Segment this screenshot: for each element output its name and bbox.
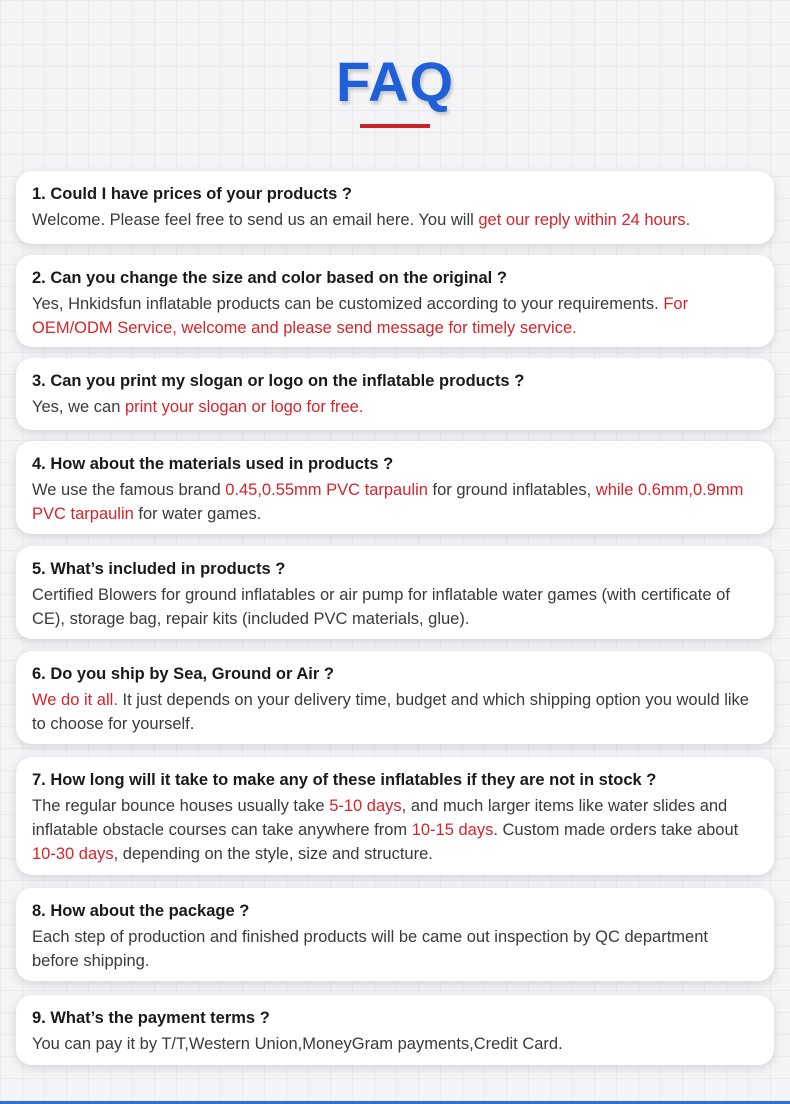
faq-card-1 — [16, 171, 774, 244]
faq-card-7 — [16, 757, 774, 875]
faq-card-9 — [16, 995, 774, 1065]
highlight-text: We do it all. — [32, 691, 118, 709]
highlight-text: 10-30 days — [32, 845, 114, 863]
answer-text: Certified Blowers for ground inflatables or air pump for inflatable water games (with certificate of CE), storage bag, repair kits (included PVC materials, glue). — [32, 586, 730, 628]
highlight-text: 0.45,0.55mm PVC tarpaulin — [225, 481, 428, 499]
answer-text: . Custom made orders take about — [493, 821, 739, 839]
faq-question: 6. Do you ship by Sea, Ground or Air ? — [32, 665, 334, 683]
faq-answer — [32, 794, 758, 866]
answer-text: We use the famous brand — [32, 481, 226, 499]
faq-question: 7. How long will it take to make any of these inflatables if they are not in stock ? — [32, 771, 657, 789]
title-underline — [360, 124, 430, 128]
answer-text: , depending on the style, size and structure. — [113, 845, 433, 863]
highlight-text: get our reply within 24 hours. — [478, 211, 691, 229]
faq-card-4 — [16, 441, 774, 534]
answer-text: Yes, we can — [32, 398, 125, 416]
faq-answer — [32, 292, 758, 340]
page-title: FAQ — [335, 50, 455, 113]
faq-question: 2. Can you change the size and color based on the original ? — [32, 269, 507, 287]
faq-answer — [32, 208, 758, 232]
faq-answer — [32, 688, 758, 736]
faq-question: 3. Can you print my slogan or logo on the inflatable products ? — [32, 372, 525, 390]
faq-answer — [32, 583, 758, 631]
highlight-text: print your slogan or logo for free. — [124, 398, 364, 416]
answer-text: , and much larger items like water slides and inflatable obstacle courses can take anywhere from — [32, 797, 728, 839]
faq-card-6 — [16, 651, 774, 744]
faq-card-2 — [16, 255, 774, 347]
answer-text: The regular bounce houses usually take — [32, 797, 330, 815]
faq-question: 8. How about the package ? — [32, 902, 250, 920]
answer-text: It just depends on your delivery time, budget and which shipping option you would like to choose for yourself. — [32, 691, 749, 733]
answer-text: for water games. — [133, 505, 262, 523]
highlight-text: For OEM/ODM Service, welcome and please send message for timely service. — [32, 295, 689, 337]
answer-text: Each step of production and finished products will be came out inspection by QC department before shipping. — [32, 928, 708, 970]
answer-text: You can pay it by T/T,Western Union,MoneyGram payments,Credit Card. — [32, 1035, 563, 1053]
faq-answer — [32, 1032, 758, 1056]
faq-question: 1. Could I have prices of your products ? — [32, 185, 352, 203]
faq-answer — [32, 925, 758, 973]
faq-card-3 — [16, 358, 774, 430]
faq-question: 9. What’s the payment terms ? — [32, 1009, 270, 1027]
highlight-text: 10-15 days — [411, 821, 494, 839]
faq-header — [0, 0, 790, 170]
answer-text: Welcome. Please feel free to send us an email here. You will — [32, 211, 479, 229]
faq-card-8 — [16, 888, 774, 981]
highlight-text: 5-10 days — [329, 797, 402, 815]
answer-text: Yes, Hnkidsfun inflatable products can be customized according to your requirements. — [32, 295, 664, 313]
faq-question: 5. What’s included in products ? — [32, 560, 286, 578]
faq-question: 4. How about the materials used in products ? — [32, 455, 394, 473]
highlight-text: while 0.6mm,0.9mm PVC tarpaulin — [32, 481, 744, 523]
answer-text: for ground inflatables, — [427, 481, 596, 499]
faq-answer — [32, 478, 758, 526]
faq-card-5 — [16, 546, 774, 639]
faq-answer — [32, 395, 758, 419]
